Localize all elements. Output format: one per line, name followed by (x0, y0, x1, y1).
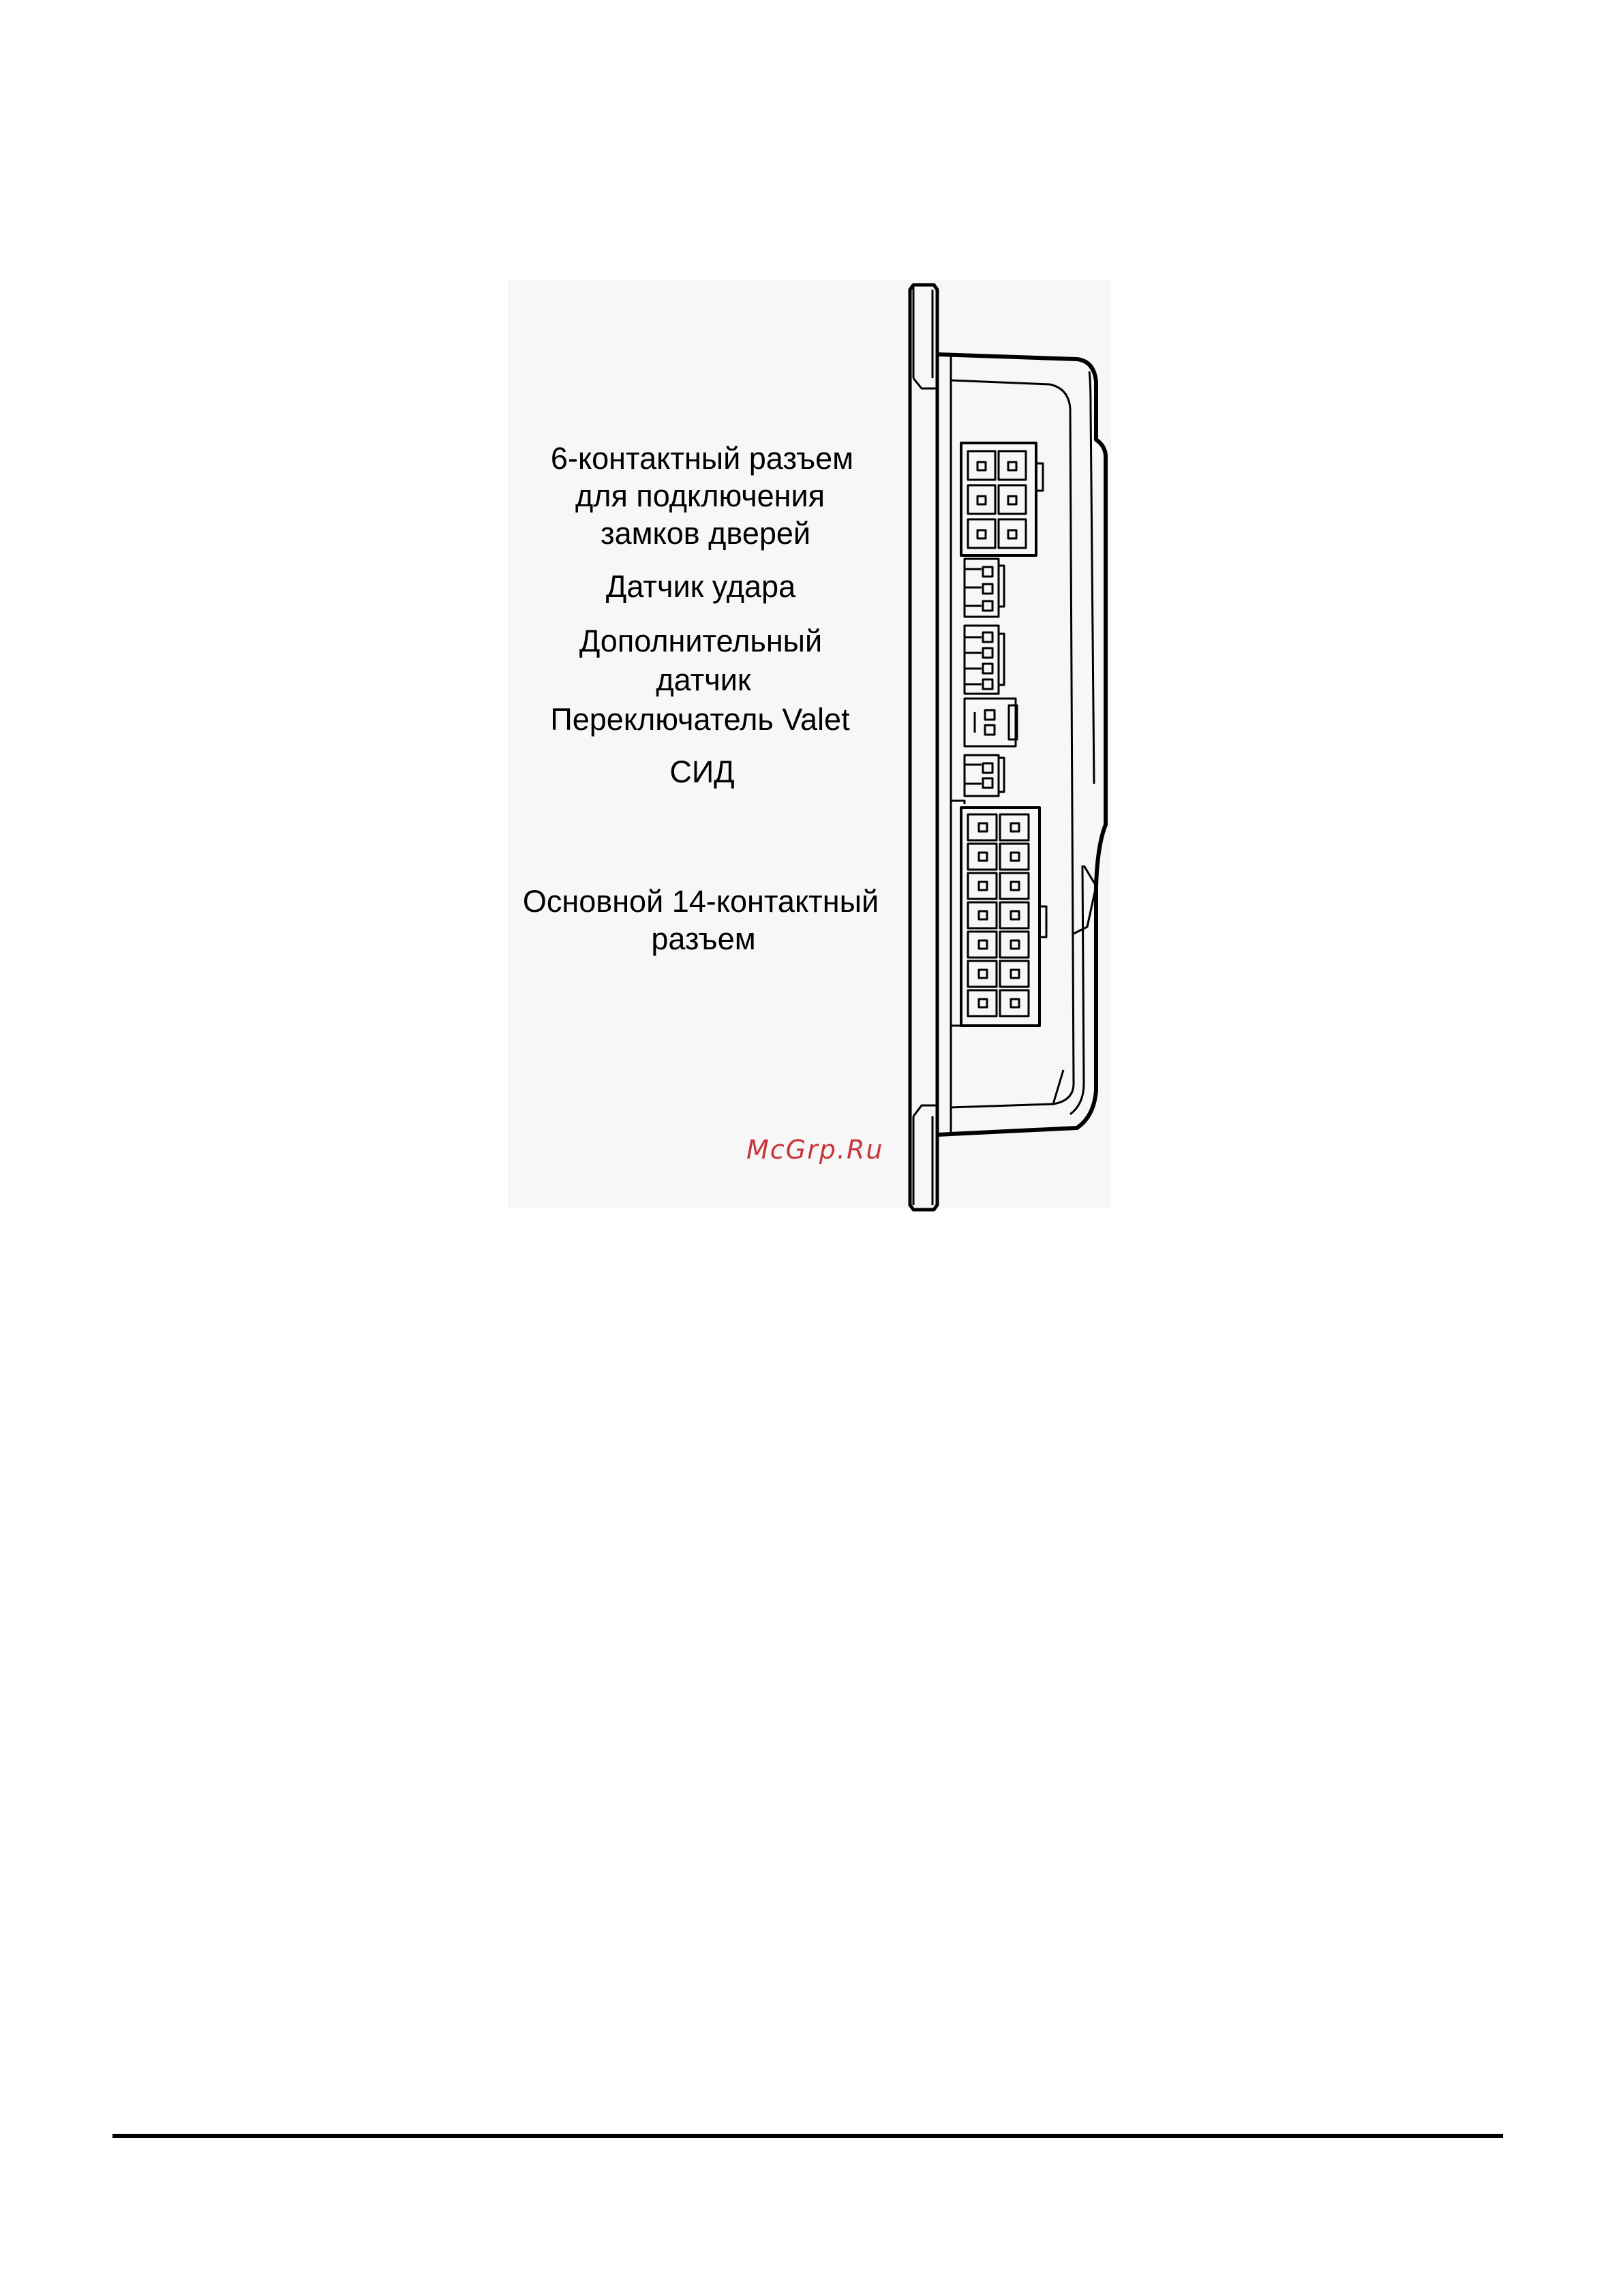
valet-switch-connector (965, 699, 1017, 746)
footer-rule (112, 2134, 1503, 2138)
label-aux-sensor-line-1: Дополнительный (579, 624, 823, 658)
label-main-connector-line-1: Основной 14-контактный (522, 884, 879, 919)
aux-sensor-connector (965, 626, 1004, 694)
watermark: McGrp.Ru (746, 1135, 884, 1165)
label-door-lock-line-3: замков дверей (600, 516, 811, 551)
label-main-connector-line-2: разъем (651, 921, 756, 956)
shock-sensor-connector (965, 559, 1004, 617)
label-shock-sensor: Датчик удара (605, 569, 796, 604)
mounting-flange (910, 285, 937, 1210)
label-aux-sensor-line-2: датчик (656, 662, 751, 697)
door-lock-connector-6pin (961, 443, 1043, 555)
label-valet-switch: Переключатель Valet (550, 702, 850, 737)
label-led: СИД (669, 754, 735, 789)
label-door-lock-line-2: для подключения (575, 478, 825, 513)
housing (937, 354, 1106, 1135)
led-connector (965, 755, 1004, 796)
main-connector-14pin (961, 808, 1046, 1026)
label-door-lock-line-1: 6-контактный разъем (550, 441, 854, 476)
